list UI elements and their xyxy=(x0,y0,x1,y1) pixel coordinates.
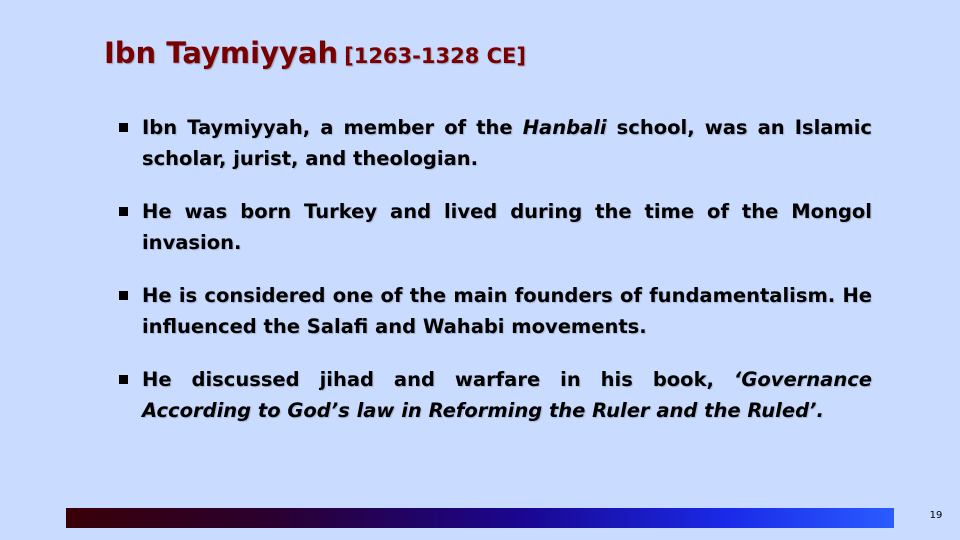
square-bullet-icon xyxy=(119,375,128,384)
title-dates: [1263-1328 CE] xyxy=(344,44,526,68)
square-bullet-icon xyxy=(119,123,128,132)
bullet-text: Ibn Taymiyyah, a member of the xyxy=(142,116,523,139)
footer-gradient-bar xyxy=(66,508,894,528)
slide-title xyxy=(104,36,526,70)
bullet-item xyxy=(118,112,872,174)
square-bullet-icon xyxy=(119,291,128,300)
bullet-item xyxy=(118,280,872,342)
title-main: Ibn Taymiyyah xyxy=(104,36,339,70)
page-number: 19 xyxy=(929,510,943,521)
book-title-italic: ‘Governance According to God’s law in Reforming the Ruler and the Ruled’. xyxy=(142,368,872,422)
square-bullet-icon xyxy=(119,207,128,216)
bullet-italic-text: Hanbali xyxy=(522,116,607,139)
bullet-text-after: school, was an Islamic scholar, jurist, and theologian. xyxy=(142,116,872,170)
bullet-item xyxy=(118,196,872,258)
bullet-text: He is considered one of the main founders of fundamentalism. He influenced the Salafi and Wahabi movements. xyxy=(142,284,872,338)
bullet-text: He was born Turkey and lived during the time of the Mongol invasion. xyxy=(142,200,872,254)
bullet-text: He discussed jihad and warfare in his book, xyxy=(142,368,734,391)
bullet-item xyxy=(118,364,872,426)
bullet-list xyxy=(118,112,872,448)
